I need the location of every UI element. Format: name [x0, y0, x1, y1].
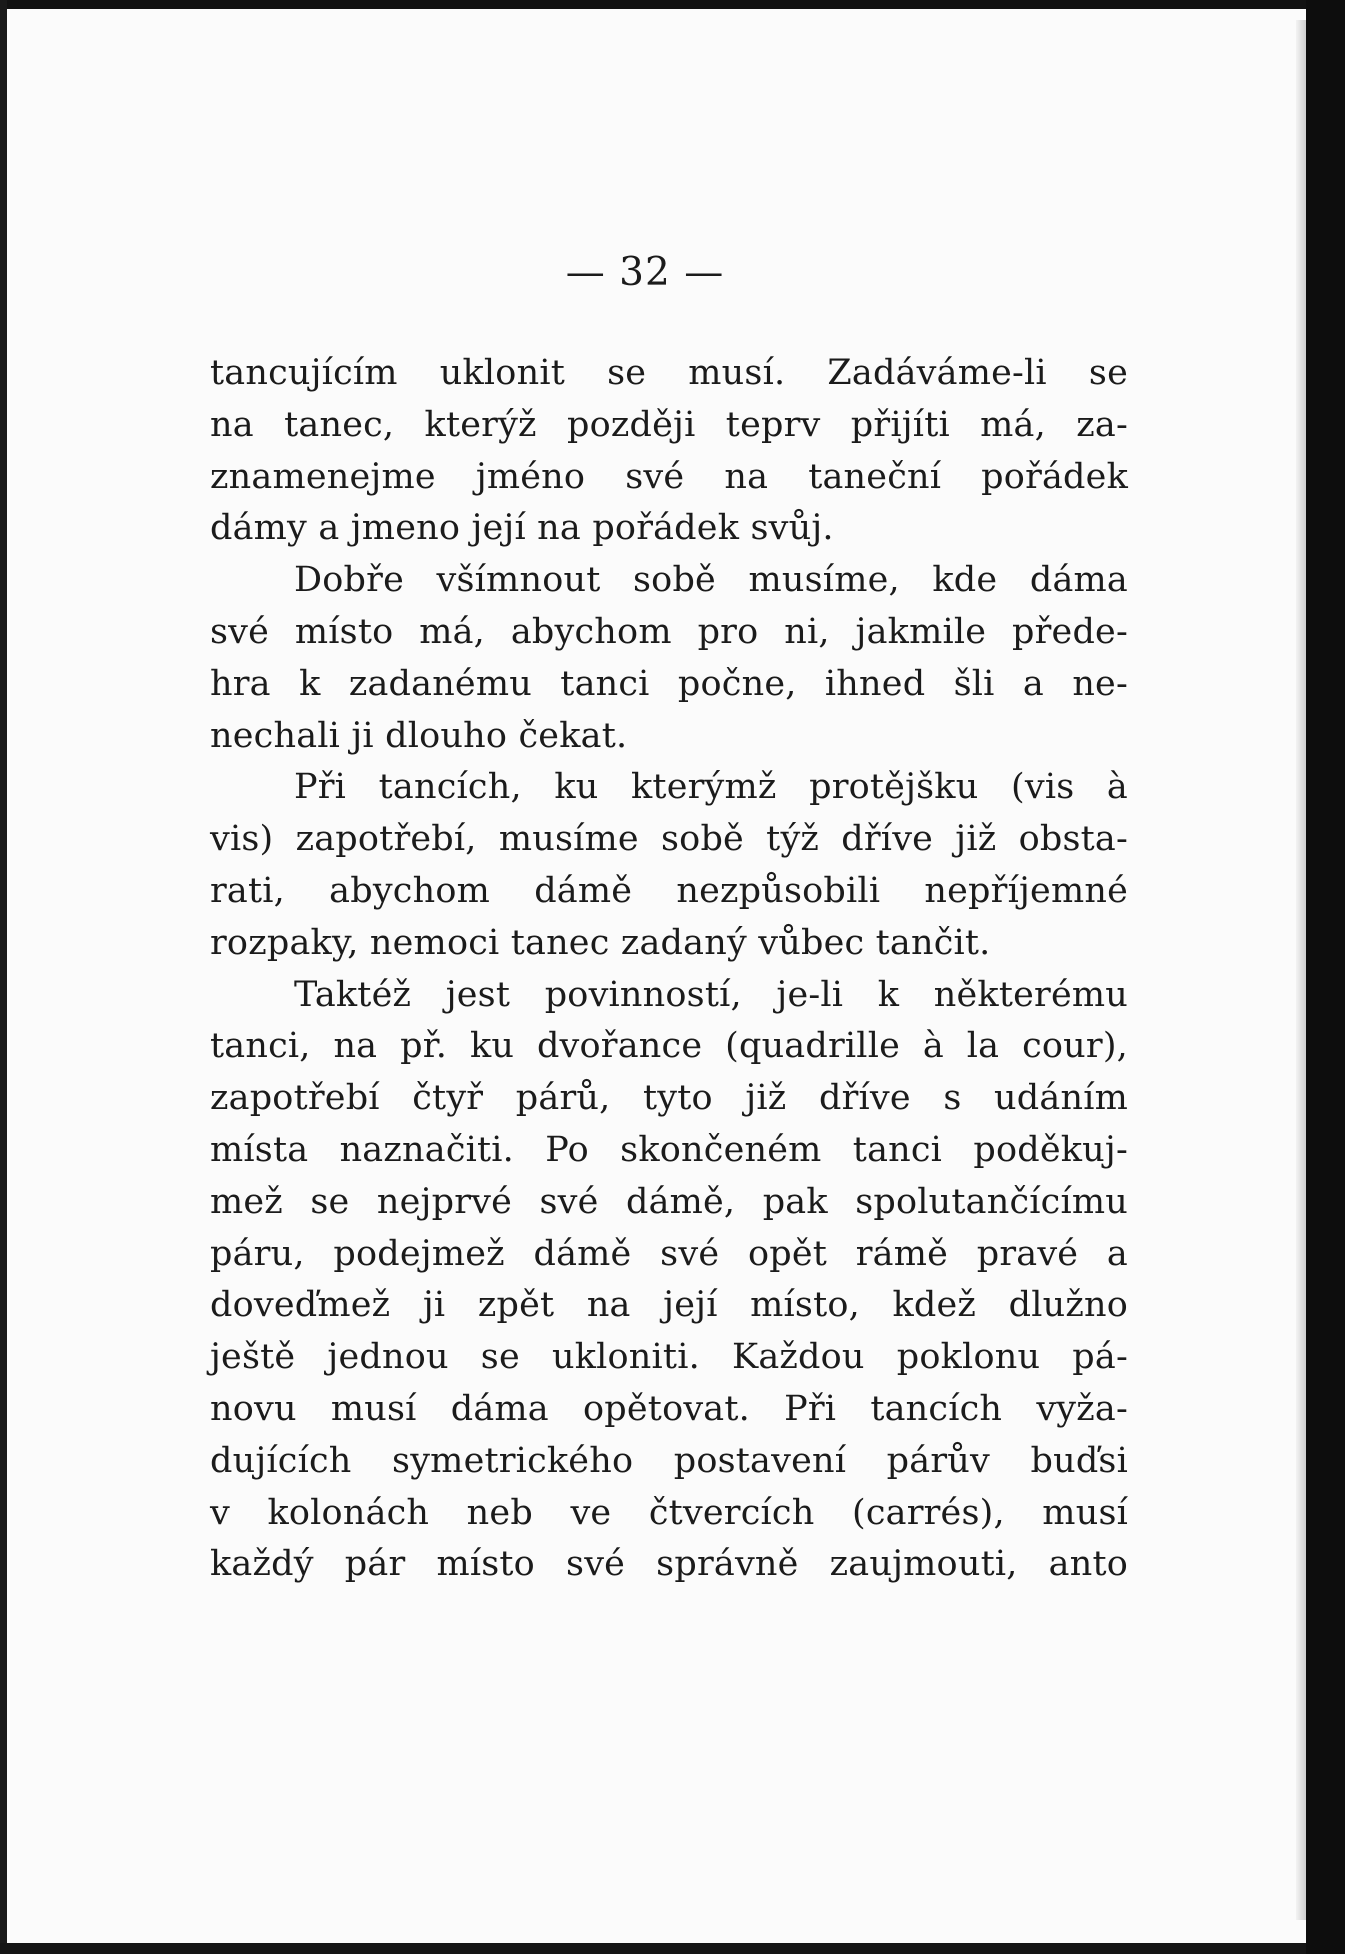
text-line: [210, 970, 1128, 1022]
text-line: doveďmež ji zpět na její místo, kdež dlužno: [210, 1285, 1128, 1326]
text-line: své místo má, abychom pro ni, jakmile přede-: [210, 611, 1128, 652]
text-line: rati, abychom dámě nezpůsobili nepříjemné: [210, 870, 1128, 911]
text-line: novu musí dáma opětovat. Při tancích vyža-: [210, 1388, 1128, 1429]
body-text: [210, 348, 1128, 1591]
text-line: na tanec, kterýž později teprv přijíti má, za-: [210, 404, 1128, 445]
text-line: tanci, na př. ku dvořance (quadrille à la cour),: [210, 1026, 1128, 1067]
text-line: v kolonách neb ve čtvercích (carrés), musí: [210, 1492, 1128, 1533]
text-line: znamenejme jméno své na taneční pořádek: [210, 456, 1128, 497]
text-line: hra k zadanému tanci počne, ihned šli a ne-: [210, 663, 1128, 704]
text-line: místa naznačiti. Po skončeném tanci poděkuj-: [210, 1129, 1128, 1170]
text-line: páru, podejmež dámě své opět rámě pravé a: [210, 1233, 1128, 1274]
book-spine-edge: [1306, 0, 1345, 1954]
scan-edge-bottom: [0, 1943, 1345, 1954]
page-gutter-shadow: [1296, 20, 1306, 1920]
text-line: tancujícím uklonit se musí. Zadáváme-li se: [210, 353, 1128, 393]
text-line-content: Dobře všímnout sobě musíme, kde dáma: [294, 560, 1128, 601]
text-line: mež se nejprvé své dámě, pak spolutančícímu: [210, 1181, 1128, 1222]
text-line: rozpaky, nemoci tanec zadaný vůbec tančit.: [210, 922, 991, 963]
text-line: každý pár místo své správně zaujmouti, anto: [210, 1544, 1128, 1585]
text-line: dujících symetrického postavení párův buďsi: [210, 1440, 1128, 1481]
text-line: ještě jednou se ukloniti. Každou poklonu pá-: [210, 1337, 1128, 1378]
text-line: [210, 762, 1128, 814]
text-line-content: Při tancích, ku kterýmž protějšku (vis à: [294, 767, 1128, 808]
scan-edge-top: [0, 0, 1345, 9]
text-line: [210, 555, 1128, 607]
text-line: zapotřebí čtyř párů, tyto již dříve s udáním: [210, 1078, 1128, 1119]
text-line: vis) zapotřebí, musíme sobě týž dříve již obsta-: [210, 819, 1128, 860]
text-line: nechali ji dlouho čekat.: [210, 715, 628, 756]
text-line-content: Taktéž jest povinností, je-li k některému: [294, 974, 1128, 1015]
page-number: — 32 —: [565, 250, 725, 295]
text-line: dámy a jmeno její na pořádek svůj.: [210, 508, 834, 549]
